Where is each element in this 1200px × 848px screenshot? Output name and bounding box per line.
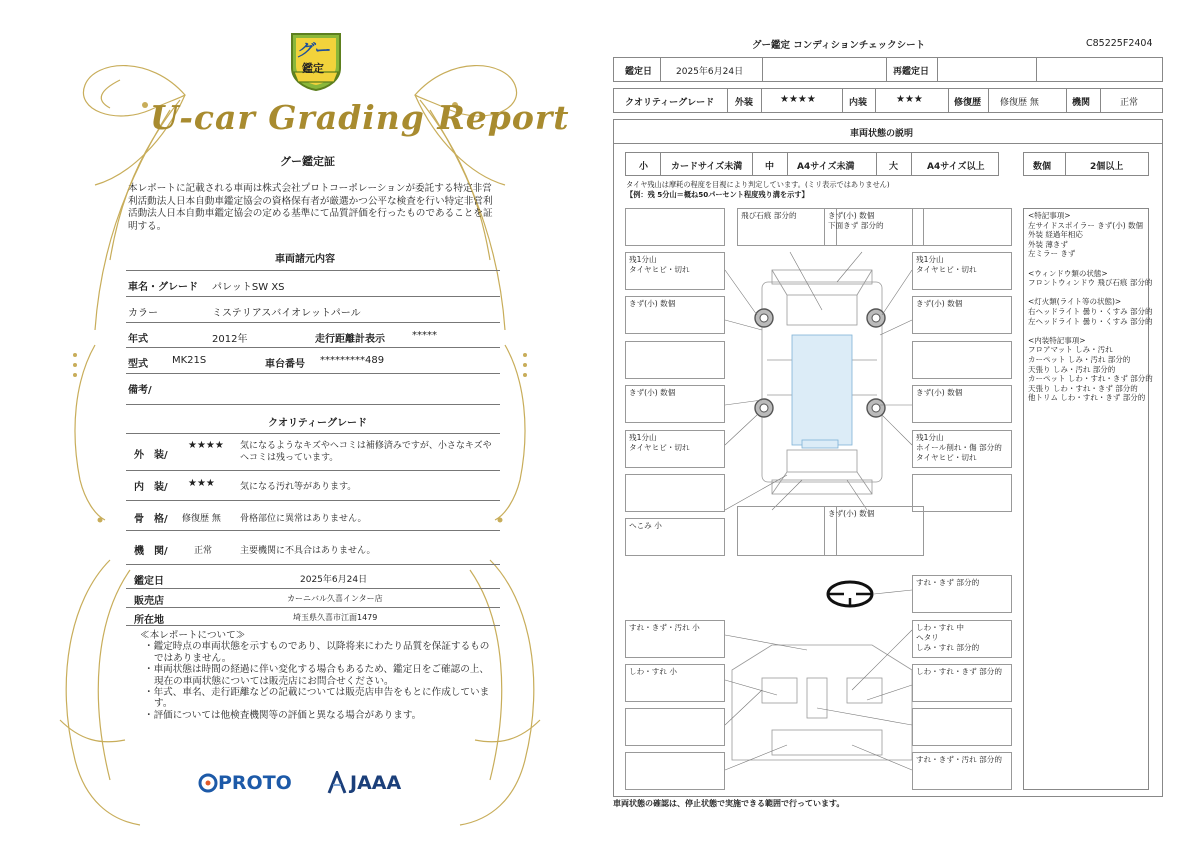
condition-box-right-rear: きず(小) 数個 [912, 385, 1012, 423]
jaaa-logo-text: JAAA [350, 772, 402, 794]
note-line: 天張り しみ・汚れ 部分的 [1028, 364, 1116, 374]
ext-stars: ★★★★ [780, 94, 816, 105]
badge-bottom-text: 鑑定 [302, 62, 324, 75]
legend-small-desc: カードサイズ未満 [671, 162, 743, 172]
note-line: 天張り しわ・すれ・きず 部分的 [1028, 383, 1138, 393]
reinspect-value-cell [937, 57, 1037, 82]
divider [126, 470, 500, 471]
condition-box-rear-seat: すれ・きず・汚れ 部分的 [912, 752, 1012, 790]
int-stars: ★★★ [896, 94, 923, 105]
engine-label: 機関 [1072, 98, 1091, 108]
divider [126, 530, 500, 531]
year-label: 年式 [128, 334, 148, 345]
int-label: 内装 [849, 98, 868, 108]
certificate-title: グー鑑定証 [280, 155, 335, 168]
condition-box [912, 208, 1012, 246]
count-value: 2個以上 [1090, 162, 1124, 172]
name-value: パレットSW XS [212, 282, 285, 293]
condition-box-tire-fl: 残1分山 タイヤヒビ・切れ [625, 252, 725, 290]
special-notes-list [1028, 211, 1153, 403]
engine-text: 主要機関に不具合はありません。 [240, 546, 376, 556]
note-line: <内装特記事項> [1028, 335, 1086, 345]
condition-box [625, 708, 725, 746]
condition-box-passenger-seat: しわ・すれ 小 [625, 664, 725, 702]
interior-text: 気になる汚れ等があります。 [240, 482, 357, 492]
note-item: ・年式、車名、走行距離などの記載については販売店申告をもとに作成しています。 [144, 687, 490, 710]
divider [126, 322, 500, 323]
address-label: 所在地 [134, 615, 164, 626]
note-line: カーペット しわ・すれ・きず 部分的 [1028, 374, 1153, 384]
condition-box [912, 474, 1012, 512]
note-item: ・車両状態は時間の経過に伴い変化する場合もあるため、鑑定日をご確認の上、現在の車両状態については販売店にお問合せください。 [144, 664, 489, 687]
model-value: MK21S [172, 355, 207, 366]
exterior-text: 気になるようなキズやヘコミは補修済みですが、小さなキズやヘコミは残っています。 [240, 441, 492, 463]
note-item: ・評価については他検査機関等の評価と異なる場合があります。 [144, 709, 422, 721]
note-line: <灯火類(ライト等の状態)> [1028, 297, 1122, 307]
note-line [1028, 259, 1153, 269]
tire-note: タイヤ残山は摩耗の程度を目視により判定しています。(ミリ表示ではありません) [626, 180, 890, 189]
condition-box-rear-left: へこみ 小 [625, 518, 725, 556]
date-value: 2025年6月24日 [300, 575, 368, 585]
divider [126, 404, 500, 405]
ext-label: 外装 [735, 98, 754, 108]
interior-stars: ★★★ [188, 478, 215, 489]
note-line [1028, 326, 1153, 336]
engine-value: 正常 [194, 546, 213, 556]
note-line: 右ヘッドライト 曇り・くすみ 部分的 [1028, 306, 1153, 316]
date-value: 2025年6月24日 [676, 67, 744, 77]
reinspect-label: 再鑑定日 [893, 67, 930, 77]
sheet-title: グー鑑定 コンディションチェックシート [752, 40, 926, 51]
repair-label: 修復歴 [954, 98, 982, 108]
condition-box-driver-seat: しわ・すれ 中 へタリ しみ・すれ 部分的 [912, 620, 1012, 658]
divider [126, 625, 500, 626]
frame-value: 修復歴 無 [182, 514, 221, 524]
divider [126, 500, 500, 501]
grade-label: クオリティーグレード [625, 98, 715, 108]
divider [126, 347, 500, 348]
repair-value: 修復歴 無 [1000, 98, 1039, 108]
tire-example-note: 【例：残 5分山＝概ね50パーセント程度残り溝を示す】 [626, 190, 809, 199]
footer-note: 車両状態の確認は、停止状態で実施できる範囲で行っています。 [613, 799, 845, 808]
badge-top-text: グー [296, 41, 330, 61]
exterior-label: 外 装/ [134, 450, 168, 461]
quality-heading: クオリティーグレード [268, 418, 367, 429]
note-line: カーペット しみ・汚れ 部分的 [1028, 354, 1131, 364]
engine-label: 機 関/ [134, 546, 168, 557]
frame-text: 骨格部位に異常はありません。 [240, 514, 367, 524]
note-line: <ウィンドウ類の状態> [1028, 268, 1108, 278]
condition-box [912, 341, 1012, 379]
jaaa-logo-icon [327, 771, 347, 795]
address-value: 埼玉県久喜市江面1479 [293, 613, 378, 622]
note-item: ・鑑定時点の車両状態を示すものであり、以降将来にわたり品質を保証するものではありません。 [144, 641, 490, 664]
mileage-value: ***** [412, 330, 437, 341]
interior-label: 内 装/ [134, 482, 168, 493]
sheet-code: C85225F2404 [1086, 38, 1153, 49]
chassis-value: *********489 [320, 355, 385, 366]
divider [126, 607, 500, 608]
proto-logo-text: PROTO [218, 772, 292, 794]
notes-title: ≪本レポートについて≫ [140, 630, 246, 641]
color-label: カラー [128, 308, 158, 319]
blank-cell [762, 57, 887, 82]
divider [126, 270, 500, 271]
proto-logo-icon [198, 773, 218, 795]
exterior-stars: ★★★★ [188, 440, 224, 451]
date-label: 鑑定日 [625, 67, 653, 77]
year-value: 2012年 [212, 334, 248, 345]
condition-box-front-right: きず(小) 数個 下面きず 部分的 [824, 208, 924, 246]
condition-box [625, 341, 725, 379]
note-line [1028, 288, 1153, 298]
engine-value: 正常 [1120, 98, 1139, 108]
description-title: 車両状態の説明 [850, 129, 914, 139]
divider [126, 588, 500, 589]
chassis-label: 車台番号 [265, 359, 305, 370]
condition-box-front: 飛び石痕 部分的 [737, 208, 837, 246]
shop-value: カーニバル久喜インター店 [287, 594, 383, 603]
legend-medium: 中 [765, 162, 775, 172]
divider [126, 564, 500, 565]
note-line: 他トリム しわ・すれ・きず 部分的 [1028, 393, 1146, 403]
divider [126, 433, 500, 434]
spec-heading: 車両諸元内容 [275, 254, 335, 265]
report-notes [140, 630, 490, 721]
note-line: 左サイドスポイラー きず(小) 数個 [1028, 220, 1144, 230]
shop-label: 販売店 [134, 596, 164, 607]
note-line: 左ミラー きず [1028, 249, 1076, 259]
report-title: U-car Grading Report [150, 98, 570, 137]
remarks-label: 備考/ [128, 385, 152, 396]
date-label: 鑑定日 [134, 576, 164, 587]
note-line: 左ヘッドライト 曇り・くすみ 部分的 [1028, 316, 1153, 326]
condition-box [912, 708, 1012, 746]
condition-box-right-front: きず(小) 数個 [912, 296, 1012, 334]
note-line: <特記事項> [1028, 211, 1071, 220]
note-line: フロントウィンドウ 飛び石痕 部分的 [1028, 278, 1153, 288]
condition-box-tire-rl: 残1分山 タイヤヒビ・切れ [625, 430, 725, 468]
condition-box-rear: きず(小) 数個 [824, 506, 924, 556]
note-line: フロアマット しみ・汚れ [1028, 345, 1113, 355]
legend-small: 小 [639, 162, 649, 172]
condition-box [625, 208, 725, 246]
legend-medium-desc: A4サイズ未満 [797, 162, 855, 172]
condition-box-interior-roof: すれ・きず・汚れ 小 [625, 620, 725, 658]
certificate-text: 本レポートに記載される車両は株式会社プロトコーポレーションが委託する特定非営利活動法人日本自動車鑑定協会の資格保有者が厳選かつ公平な検査を行い特定非営利活動法人日本自動車鑑定協会の定める基準にて品質評価を行ったものであることを証明する。 [128, 183, 493, 232]
legend-large-desc: A4サイズ以上 [927, 162, 985, 172]
legend-large: 大 [889, 162, 899, 172]
condition-box-left-front: きず(小) 数個 [625, 296, 725, 334]
condition-box-steering: すれ・きず 部分的 [912, 575, 1012, 613]
condition-box-tire-fr: 残1分山 タイヤヒビ・切れ [912, 252, 1012, 290]
condition-box [625, 474, 725, 512]
note-line: 外装 経過年相応 [1028, 230, 1083, 240]
condition-box-left-rear: きず(小) 数個 [625, 385, 725, 423]
note-line: 外装 薄きず [1028, 239, 1068, 249]
color-value: ミステリアスバイオレットパール [212, 308, 361, 319]
condition-box [737, 506, 837, 556]
divider [126, 296, 500, 297]
condition-box [625, 752, 725, 790]
name-label: 車名・グレード [128, 282, 198, 293]
condition-box-door-trim: しわ・すれ・きず 部分的 [912, 664, 1012, 702]
frame-label: 骨 格/ [134, 514, 168, 525]
count-label: 数個 [1033, 162, 1052, 172]
model-label: 型式 [128, 359, 148, 370]
mileage-label: 走行距離計表示 [315, 334, 385, 345]
condition-box-tire-rr: 残1分山 ホイール削れ・傷 部分的 タイヤヒビ・切れ [912, 430, 1012, 468]
divider [126, 373, 500, 374]
